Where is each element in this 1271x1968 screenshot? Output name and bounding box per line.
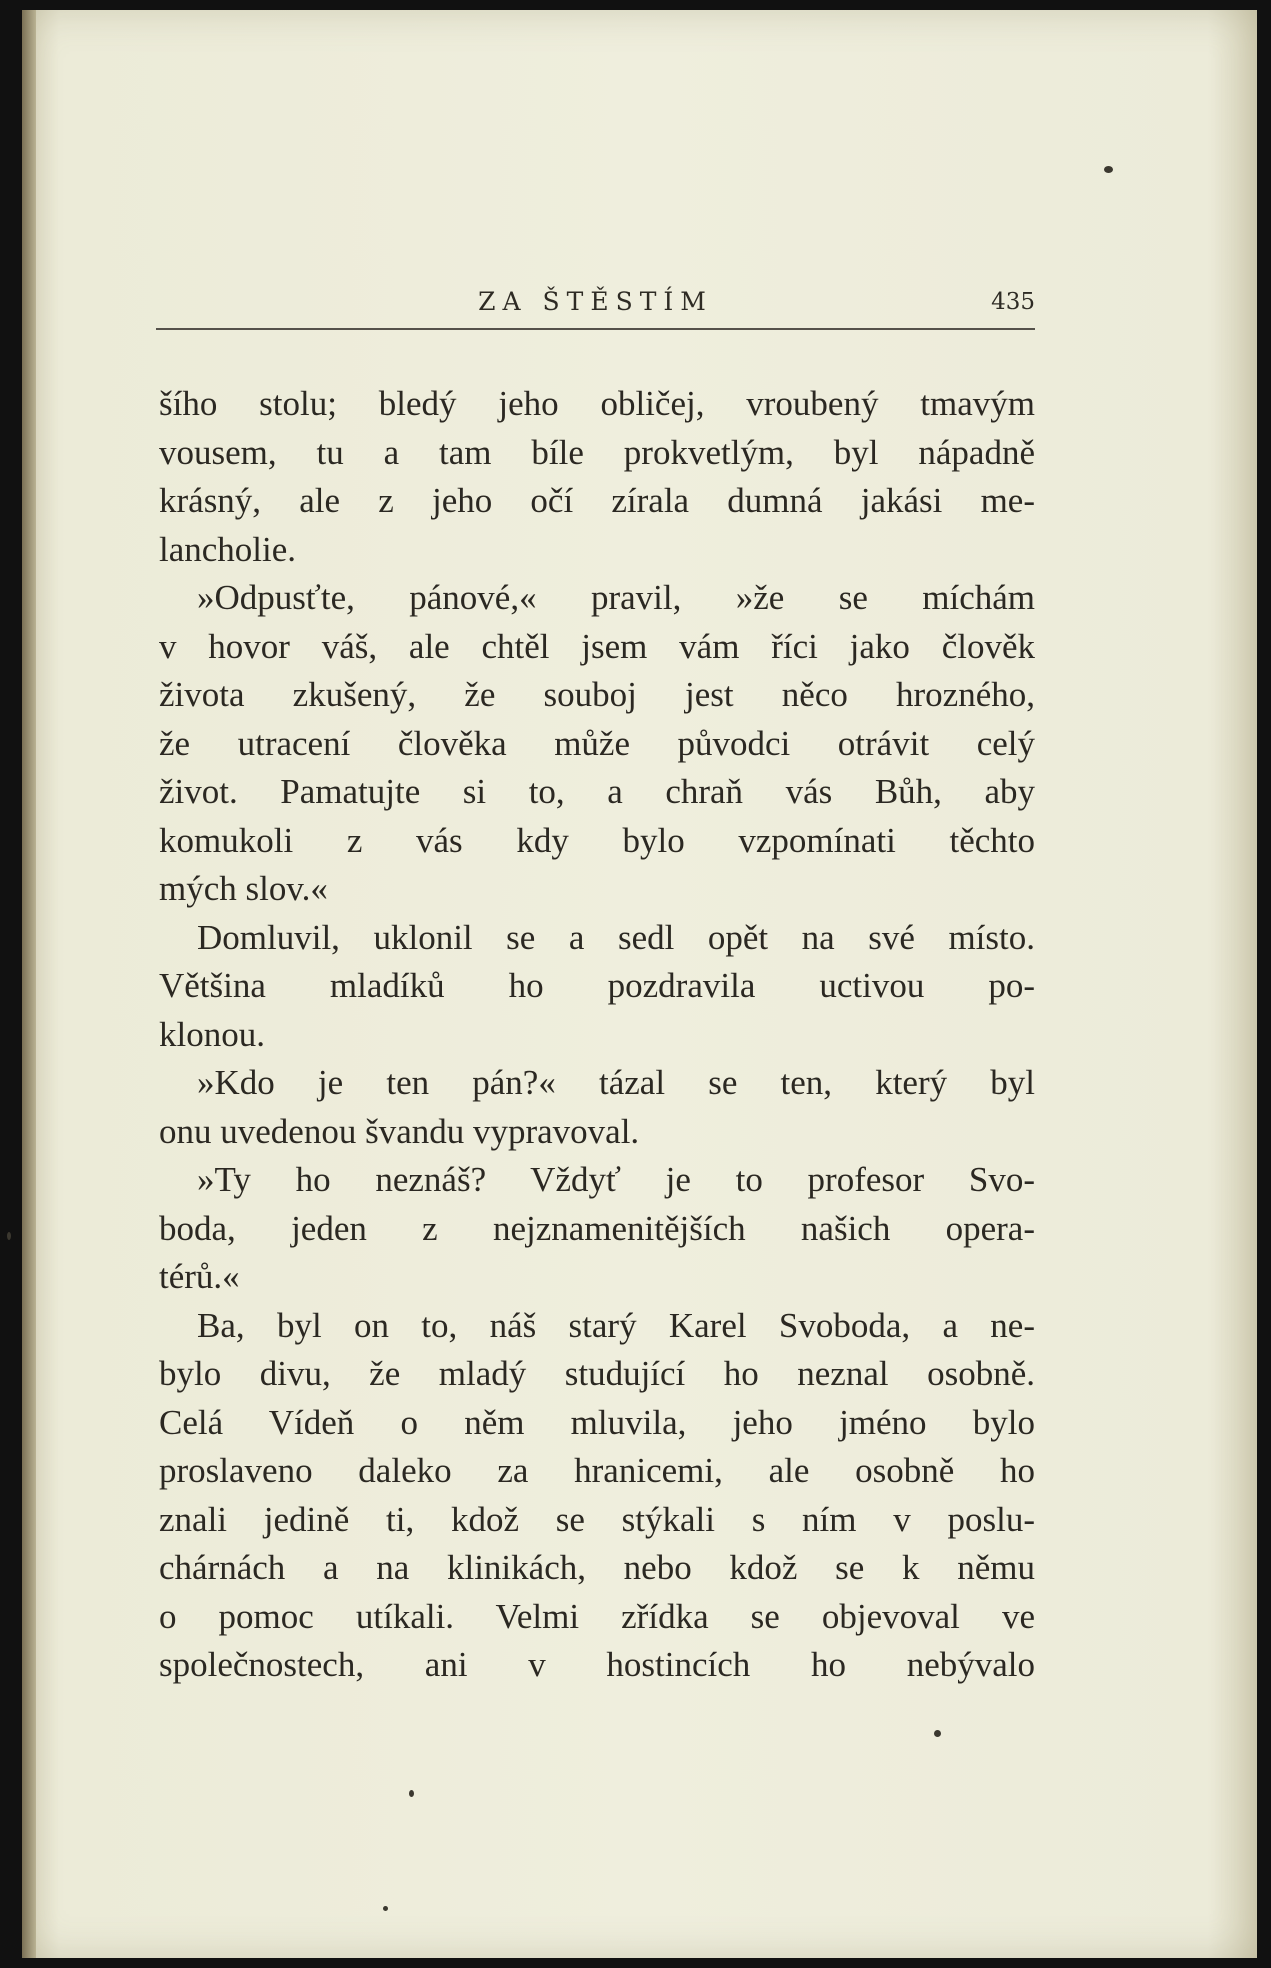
- text-line: »Ty ho neznáš? Vždyť je to profesor Svo-: [197, 1160, 1035, 1199]
- text-line: klonou.: [159, 1014, 265, 1054]
- text-line: o pomoc utíkali. Velmi zřídka se objevoval ve: [159, 1596, 1035, 1636]
- text-line: znali jedině ti, kdož se stýkali s ním v poslu-: [159, 1499, 1035, 1539]
- page-gutter: [22, 10, 36, 1958]
- text-line: šího stolu; bledý jeho obličej, vroubený tmavým: [159, 384, 1035, 423]
- ink-speck: [7, 1232, 11, 1240]
- running-header: [156, 283, 1035, 327]
- running-title: ZA ŠTĚSTÍM: [478, 287, 713, 316]
- text-line: že utracení člověka může původci otrávit celý: [159, 723, 1035, 763]
- page-number: 435: [991, 289, 1035, 315]
- text-line: »Kdo je ten pán?« tázal se ten, který byl: [197, 1063, 1035, 1102]
- text-line: život. Pamatujte si to, a chraň vás Bůh, aby: [159, 772, 1035, 811]
- text-line: térů.«: [159, 1257, 240, 1296]
- text-line: bylo divu, že mladý studující ho neznal osobně.: [159, 1354, 1035, 1393]
- text-line: Celá Vídeň o něm mluvila, jeho jméno bylo: [159, 1402, 1035, 1442]
- text-line: proslaveno daleko za hranicemi, ale osobně ho: [159, 1451, 1035, 1490]
- text-line: společnostech, ani v hostincích ho nebývalo: [159, 1645, 1035, 1684]
- text-line: krásný, ale z jeho očí zírala dumná jakási me-: [159, 481, 1035, 520]
- text-line: lancholie.: [159, 529, 297, 569]
- text-line: chárnách a na klinikách, nebo kdož se k němu: [159, 1548, 1035, 1587]
- ink-speck: [383, 1906, 388, 1911]
- text-line: Ba, byl on to, náš starý Karel Svoboda, a ne-: [197, 1305, 1035, 1345]
- text-line: komukoli z vás kdy bylo vzpomínati těchto: [159, 820, 1035, 860]
- text-line: Domluvil, uklonil se a sedl opět na své místo.: [197, 917, 1035, 957]
- ink-speck: [934, 1730, 941, 1737]
- text-line: Většina mladíků ho pozdravila uctivou po-: [159, 966, 1035, 1005]
- text-line: boda, jeden z nejznamenitějších našich opera-: [159, 1208, 1035, 1248]
- text-line: mých slov.«: [159, 869, 328, 908]
- text-line: »Odpusťte, pánové,« pravil, »že se míchám: [197, 578, 1035, 617]
- text-line: vousem, tu a tam bíle prokvetlým, byl nápadně: [159, 432, 1035, 472]
- body-text: [159, 380, 1035, 1690]
- ink-speck: [409, 1790, 414, 1797]
- ink-speck: [1104, 166, 1113, 173]
- text-line: onu uvedenou švandu vypravoval.: [159, 1111, 640, 1151]
- header-rule: [156, 328, 1035, 330]
- text-line: v hovor váš, ale chtěl jsem vám říci jako člověk: [159, 626, 1035, 666]
- text-line: života zkušený, že souboj jest něco hrozného,: [159, 675, 1035, 714]
